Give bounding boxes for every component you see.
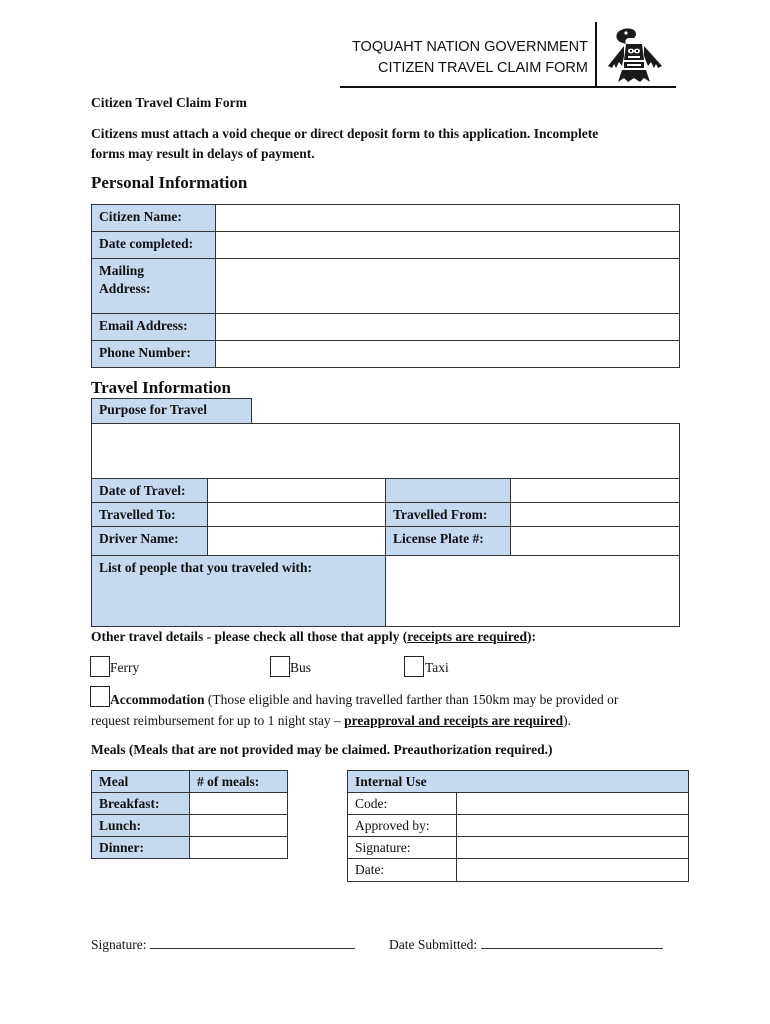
receipts-required-text: receipts are required <box>407 629 527 644</box>
travelled-from-label: Travelled From: <box>385 502 511 527</box>
form-subtitle: Citizen Travel Claim Form <box>91 95 247 110</box>
attachment-notice <box>91 124 691 164</box>
ferry-label: Ferry <box>110 660 140 675</box>
form-name: CITIZEN TRAVEL CLAIM FORM <box>377 60 588 76</box>
email-field[interactable] <box>215 313 680 341</box>
travel-info-heading: Travel Information <box>91 378 231 397</box>
mailing-address-label <box>91 258 216 314</box>
signature-line[interactable] <box>150 934 355 949</box>
date-of-travel-spacer <box>385 478 511 503</box>
lunch-count-field[interactable] <box>189 814 288 837</box>
accom-line2-post: ). <box>563 713 571 728</box>
taxi-checkbox[interactable] <box>404 656 424 677</box>
purpose-label: Purpose for Travel <box>91 398 252 424</box>
internal-code-label: Code: <box>347 792 457 815</box>
phone-field[interactable] <box>215 340 680 368</box>
travelled-to-field[interactable] <box>207 502 386 527</box>
lunch-label: Lunch: <box>91 814 190 837</box>
meal-count-col-header: # of meals: <box>189 770 288 793</box>
meal-col-header: Meal <box>91 770 190 793</box>
ferry-checkbox[interactable] <box>90 656 110 677</box>
mailing-address-field[interactable] <box>215 258 680 314</box>
internal-code-field[interactable] <box>456 792 689 815</box>
date-of-travel-label: Date of Travel: <box>91 478 208 503</box>
breakfast-count-field[interactable] <box>189 792 288 815</box>
accom-line2-pre: request reimbursement for up to 1 night stay – <box>91 713 345 728</box>
header-org-title <box>228 37 588 79</box>
citizen-name-label: Citizen Name: <box>91 204 216 232</box>
date-of-travel-field[interactable] <box>207 478 386 503</box>
internal-date-field[interactable] <box>456 858 689 882</box>
date-submitted-line[interactable] <box>481 934 663 949</box>
footer-signature <box>91 934 355 953</box>
breakfast-label: Breakfast: <box>91 792 190 815</box>
header-divider-vertical <box>595 22 597 88</box>
accommodation-line-2 <box>91 713 571 729</box>
driver-name-label: Driver Name: <box>91 526 208 556</box>
license-plate-field[interactable] <box>510 526 680 556</box>
footer-date-submitted <box>389 934 663 953</box>
people-list-label: List of people that you traveled with: <box>91 555 386 627</box>
other-heading-post: ): <box>526 629 536 644</box>
travelled-from-field[interactable] <box>510 502 680 527</box>
license-plate-label: License Plate #: <box>385 526 511 556</box>
org-name: TOQUAHT NATION GOVERNMENT <box>351 39 588 55</box>
notice-line-2: forms may result in delays of payment. <box>91 146 315 161</box>
personal-info-table <box>91 204 680 368</box>
dinner-label: Dinner: <box>91 836 190 859</box>
citizen-name-field[interactable] <box>215 204 680 232</box>
meals-heading: Meals (Meals that are not provided may be claimed. Preauthorization required.) <box>91 742 553 757</box>
travelled-to-label: Travelled To: <box>91 502 208 527</box>
internal-approved-field[interactable] <box>456 814 689 837</box>
meals-table <box>91 770 288 860</box>
accommodation-desc: (Those eligible and having travelled farther than 150km may be provided or <box>204 692 619 707</box>
mailing-label-line-1: Mailing <box>99 263 145 278</box>
purpose-field[interactable] <box>91 423 680 479</box>
date-submitted-label: Date Submitted: <box>389 937 478 952</box>
email-label: Email Address: <box>91 313 216 341</box>
mailing-label-line-2: Address: <box>99 281 151 296</box>
driver-name-field[interactable] <box>207 526 386 556</box>
internal-approved-label: Approved by: <box>347 814 457 837</box>
preapproval-required-text: preapproval and receipts are required <box>344 713 564 728</box>
header-divider-horizontal <box>340 86 676 88</box>
taxi-label: Taxi <box>425 660 449 675</box>
accommodation-checkbox[interactable] <box>90 686 110 707</box>
accommodation-line-1 <box>110 692 618 708</box>
personal-info-heading: Personal Information <box>91 173 248 192</box>
notice-line-1: Citizens must attach a void cheque or direct deposit form to this application. Incomplete <box>91 126 599 141</box>
other-details-heading <box>91 629 536 645</box>
bus-checkbox[interactable] <box>270 656 290 677</box>
internal-signature-label: Signature: <box>347 836 457 859</box>
thunderbird-logo-icon <box>604 26 666 84</box>
internal-signature-field[interactable] <box>456 836 689 859</box>
internal-use-table <box>347 770 689 882</box>
date-completed-label: Date completed: <box>91 231 216 259</box>
signature-label: Signature: <box>91 937 147 952</box>
people-list-field[interactable] <box>385 555 680 627</box>
date-completed-field[interactable] <box>215 231 680 259</box>
phone-label: Phone Number: <box>91 340 216 368</box>
accommodation-label: Accommodation <box>110 692 205 707</box>
other-heading-pre: Other travel details - please check all those that apply ( <box>91 629 408 644</box>
date-of-travel-extra-field[interactable] <box>510 478 680 503</box>
internal-date-label: Date: <box>347 858 457 882</box>
internal-use-header: Internal Use <box>347 770 689 793</box>
dinner-count-field[interactable] <box>189 836 288 859</box>
bus-label: Bus <box>290 660 312 675</box>
